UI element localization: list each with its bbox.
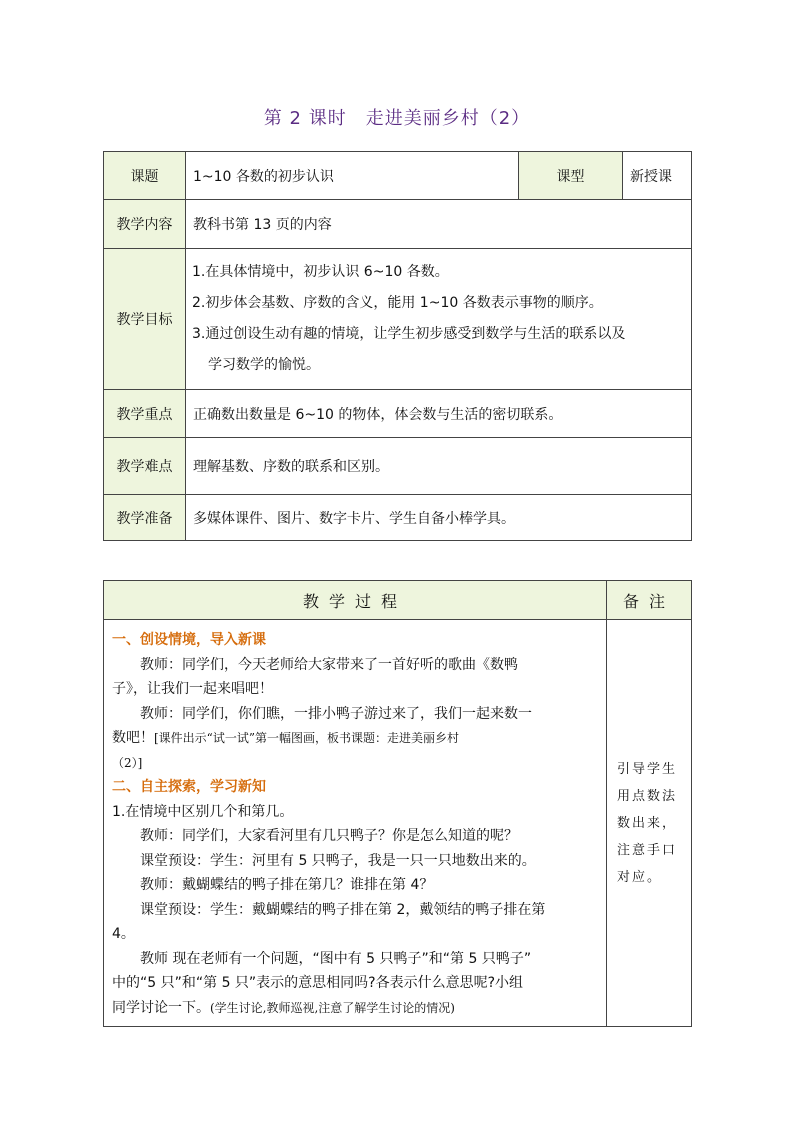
paragraph: 教师：同学们，大家看河里有几只鸭子？你是怎么知道的呢？ (140, 828, 518, 844)
focus-label: 教学重点 (104, 390, 186, 438)
paragraph: 4。 (112, 926, 135, 942)
process-header: 教学过程 (104, 581, 607, 620)
paragraph: 课堂预设：学生：河里有 5 只鸭子，我是一只一只地数出来的。 (140, 852, 536, 869)
teaching-process-table (103, 580, 692, 1027)
type-value: 新授课 (623, 152, 692, 200)
goals-label: 教学目标 (104, 249, 186, 390)
paragraph: 教师：戴蝴蝶结的鸭子排在第几？谁排在第 4？ (140, 877, 434, 893)
topic-label: 课题 (104, 152, 186, 200)
note-line: 用点数法 (617, 788, 678, 804)
note-line: 数出来， (617, 815, 678, 831)
paragraph: 教师 现在老师有一个问题，“图中有 5 只鸭子”和“第 5 只鸭子” (140, 950, 532, 967)
goal-item: 1.在具体情境中，初步认识 6~10 各数。 (192, 264, 449, 280)
paragraph: 中的“5 只”和“第 5 只”表示的意思相同吗?各表示什么意思呢?小组 (112, 975, 524, 991)
note-line: 注意手口 (617, 842, 678, 858)
section-heading: 二、自主探索，学习新知 (112, 779, 266, 795)
lesson-info-table (103, 151, 692, 541)
content-label: 教学内容 (104, 200, 186, 249)
process-content (104, 620, 607, 1027)
focus-value: 正确数出数量是 6~10 的物体，体会数与生活的密切联系。 (186, 390, 692, 438)
content-value: 教科书第 13 页的内容 (186, 200, 692, 249)
paragraph: 子》，让我们一起来唱吧！ (112, 681, 273, 697)
paragraph (112, 726, 598, 751)
note-line: 对应。 (617, 869, 663, 885)
note-line: 引导学生 (617, 761, 678, 777)
goal-item: 学习数学的愉悦。 (208, 357, 320, 373)
type-label: 课型 (519, 152, 623, 200)
goals-cell (186, 249, 692, 390)
paragraph-text: 同学讨论一下。 (112, 999, 210, 1016)
bracket-note: [课件出示“试一试”第一幅图画，板书课题：走进美丽乡村 (154, 731, 459, 745)
notes-header: 备注 (607, 581, 692, 620)
difficulty-value: 理解基数、序数的联系和区别。 (186, 438, 692, 495)
prep-value: 多媒体课件、图片、数字卡片、学生自备小棒学具。 (186, 495, 692, 541)
list-item: 1.在情境中区别几个和第几。 (112, 803, 294, 820)
notes-cell (607, 620, 692, 1027)
paragraph: 教师：同学们，今天老师给大家带来了一首好听的歌曲《数鸭 (140, 656, 518, 673)
section-heading: 一、创设情境，导入新课 (112, 632, 266, 648)
bracket-note: (学生讨论,教师巡视,注意了解学生讨论的情况) (210, 1000, 455, 1015)
bracket-note: （2）] (112, 755, 143, 770)
page-title: 第 2 课时 走进美丽乡村（2） (263, 108, 531, 129)
prep-label: 教学准备 (104, 495, 186, 541)
goal-item: 2.初步体会基数、序数的含义，能用 1~10 各数表示事物的顺序。 (192, 295, 603, 311)
paragraph-text: 数吧！ (112, 730, 154, 746)
difficulty-label: 教学难点 (104, 438, 186, 495)
goal-item: 3.通过创设生动有趣的情境，让学生初步感受到数学与生活的联系以及 (192, 326, 626, 342)
paragraph (112, 996, 598, 1021)
paragraph: 教师：同学们，你们瞧，一排小鸭子游过来了，我们一起来数一 (140, 705, 532, 722)
topic-value: 1~10 各数的初步认识 (186, 152, 519, 200)
paragraph: 课堂预设：学生：戴蝴蝶结的鸭子排在第 2，戴领结的鸭子排在第 (140, 901, 546, 918)
